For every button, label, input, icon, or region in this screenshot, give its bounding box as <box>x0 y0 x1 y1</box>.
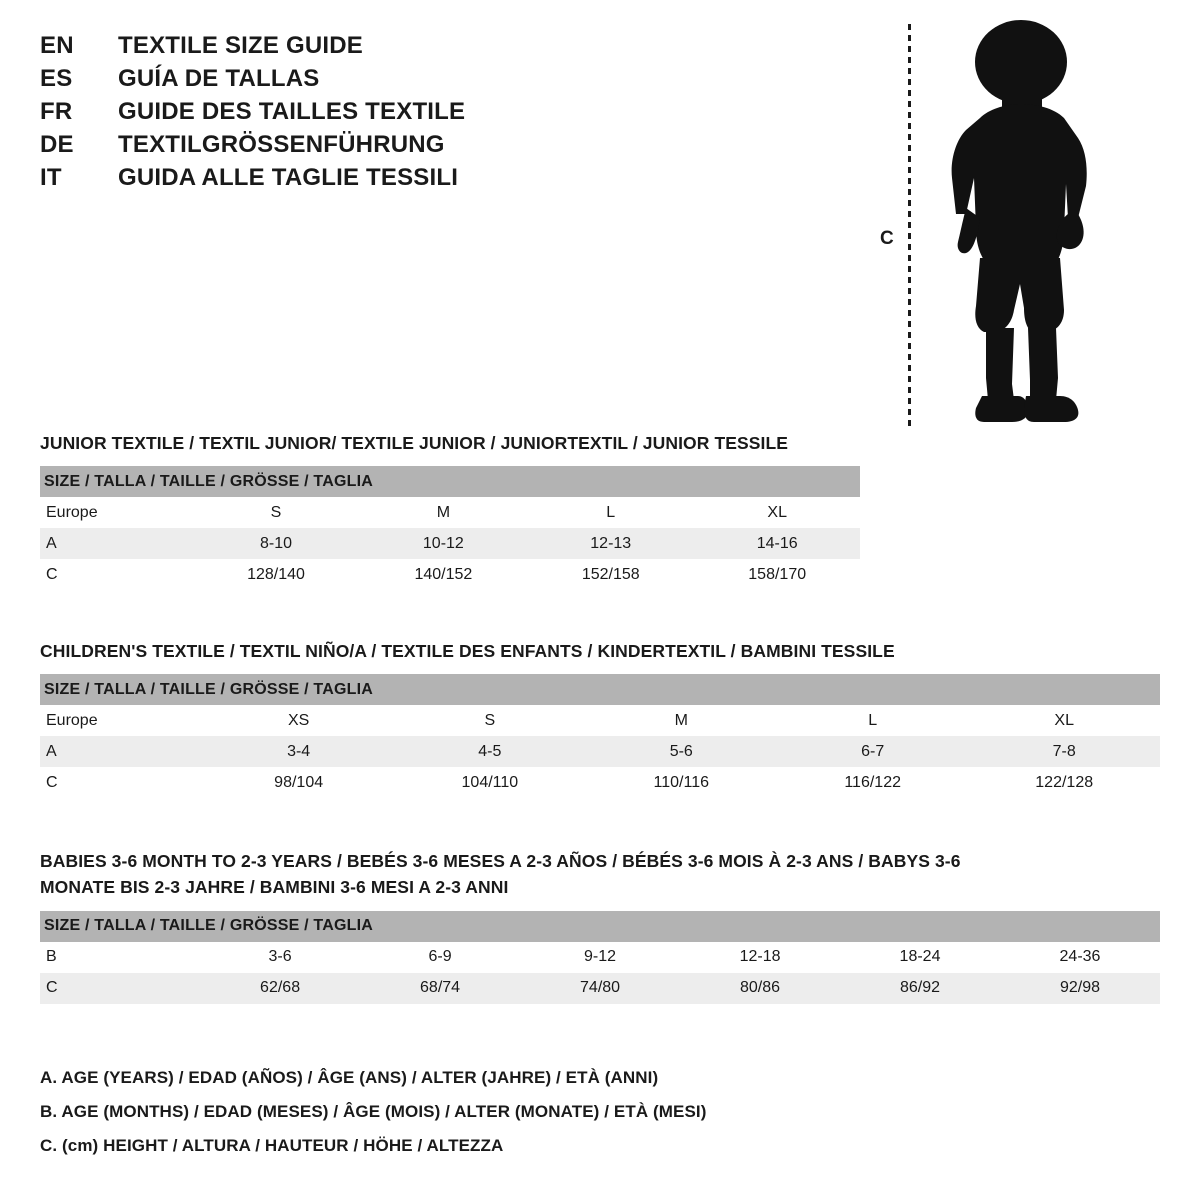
cell-a-3: 12-13 <box>527 528 694 559</box>
title-row-es <box>40 65 660 93</box>
section-childrens-textile <box>40 638 1160 798</box>
table-row <box>40 705 1160 736</box>
table-row <box>40 497 860 528</box>
section-junior-textile <box>40 430 1160 590</box>
cell-c-6: 92/98 <box>1000 973 1160 1004</box>
title-text-fr: GUIDE DES TAILLES TEXTILE <box>118 98 466 125</box>
title-text-de: TEXTILGRÖSSENFÜHRUNG <box>118 131 445 158</box>
table-row <box>40 736 1160 767</box>
cell-c-4: 80/86 <box>680 973 840 1004</box>
cell-b-1: 3-6 <box>200 942 360 973</box>
cell-c-4: 116/122 <box>777 767 968 798</box>
child-silhouette-icon <box>928 18 1138 430</box>
babies-size-table <box>40 911 1160 1004</box>
dotted-measure-line <box>908 24 911 429</box>
footnote-b: B. AGE (MONTHS) / EDAD (MESES) / ÂGE (MOIS) / ALTER (MONATE) / ETÀ (MESI) <box>40 1102 707 1121</box>
cell-b-3: 9-12 <box>520 942 680 973</box>
table-header-bar <box>40 911 1160 942</box>
title-text-en: TEXTILE SIZE GUIDE <box>118 32 363 59</box>
section-heading-babies: BABIES 3-6 MONTH TO 2-3 YEARS / BEBÉS 3-6 MESES A 2-3 AÑOS / BÉBÉS 3-6 MOIS À 2-3 ANS / BABYS 3-6 MONATE BIS 2-3 JAHRE / BAMBINI 3-6 MESI A 2-3 ANNI <box>40 851 961 898</box>
cell-c-3: 110/116 <box>586 767 777 798</box>
cell-c-4: 158/170 <box>694 559 860 590</box>
cell-c-5: 86/92 <box>840 973 1000 1004</box>
measure-label-c: C <box>880 228 894 249</box>
title-block <box>40 32 660 197</box>
row-label-c: C <box>40 767 203 798</box>
footnote-a: A. AGE (YEARS) / EDAD (AÑOS) / ÂGE (ANS) / ALTER (JAHRE) / ETÀ (ANNI) <box>40 1068 659 1087</box>
cell-c-2: 140/152 <box>360 559 527 590</box>
cell-a-1: 8-10 <box>192 528 359 559</box>
size-bar-label-babies: SIZE / TALLA / TAILLE / GRÖSSE / TAGLIA <box>40 911 1160 942</box>
cell-c-1: 98/104 <box>203 767 394 798</box>
table-header-bar <box>40 674 1160 705</box>
table-row <box>40 528 860 559</box>
cell-b-2: 6-9 <box>360 942 520 973</box>
children-size-table <box>40 674 1160 798</box>
cell-a-2: 4-5 <box>394 736 585 767</box>
row-label-c: C <box>40 559 192 590</box>
cell-c-3: 74/80 <box>520 973 680 1004</box>
table-row <box>40 942 1160 973</box>
language-code-fr: FR <box>40 98 73 125</box>
table-header-bar <box>40 466 860 497</box>
table-row <box>40 973 1160 1004</box>
row-label-b: B <box>40 942 200 973</box>
cell-europe-4: L <box>777 705 968 736</box>
row-label-europe: Europe <box>40 705 203 736</box>
row-label-europe: Europe <box>40 497 192 528</box>
cell-a-4: 6-7 <box>777 736 968 767</box>
title-row-en <box>40 32 660 60</box>
language-code-it: IT <box>40 164 62 191</box>
height-measurement-figure <box>880 10 1140 430</box>
row-label-c: C <box>40 973 200 1004</box>
cell-europe-4: XL <box>694 497 860 528</box>
cell-a-4: 14-16 <box>694 528 860 559</box>
title-text-it: GUIDA ALLE TAGLIE TESSILI <box>118 164 459 191</box>
section-babies-textile <box>40 848 1160 1004</box>
size-bar-label-children: SIZE / TALLA / TAILLE / GRÖSSE / TAGLIA <box>40 674 1160 705</box>
cell-b-4: 12-18 <box>680 942 840 973</box>
footnote-c: C. (cm) HEIGHT / ALTURA / HAUTEUR / HÖHE / ALTEZZA <box>40 1136 504 1155</box>
cell-b-5: 18-24 <box>840 942 1000 973</box>
footnotes-block <box>40 1068 1160 1170</box>
cell-c-2: 104/110 <box>394 767 585 798</box>
cell-europe-3: M <box>586 705 777 736</box>
cell-a-3: 5-6 <box>586 736 777 767</box>
section-heading-junior: JUNIOR TEXTILE / TEXTIL JUNIOR/ TEXTILE JUNIOR / JUNIORTEXTIL / JUNIOR TESSILE <box>40 433 789 453</box>
title-row-it <box>40 164 660 192</box>
language-code-en: EN <box>40 32 74 59</box>
table-row <box>40 767 1160 798</box>
cell-c-1: 128/140 <box>192 559 359 590</box>
size-bar-label-junior: SIZE / TALLA / TAILLE / GRÖSSE / TAGLIA <box>40 466 860 497</box>
cell-c-1: 62/68 <box>200 973 360 1004</box>
cell-europe-2: S <box>394 705 585 736</box>
table-row <box>40 559 860 590</box>
language-code-de: DE <box>40 131 74 158</box>
cell-a-5: 7-8 <box>968 736 1160 767</box>
row-label-a: A <box>40 528 192 559</box>
title-row-fr <box>40 98 660 126</box>
cell-europe-2: M <box>360 497 527 528</box>
cell-europe-5: XL <box>968 705 1160 736</box>
junior-size-table <box>40 466 860 590</box>
cell-europe-1: S <box>192 497 359 528</box>
cell-a-2: 10-12 <box>360 528 527 559</box>
cell-europe-1: XS <box>203 705 394 736</box>
cell-c-2: 68/74 <box>360 973 520 1004</box>
cell-c-3: 152/158 <box>527 559 694 590</box>
cell-c-5: 122/128 <box>968 767 1160 798</box>
title-row-de <box>40 131 660 159</box>
cell-b-6: 24-36 <box>1000 942 1160 973</box>
row-label-a: A <box>40 736 203 767</box>
cell-a-1: 3-4 <box>203 736 394 767</box>
cell-europe-3: L <box>527 497 694 528</box>
section-heading-children: CHILDREN'S TEXTILE / TEXTIL NIÑO/A / TEXTILE DES ENFANTS / KINDERTEXTIL / BAMBINI TESSILE <box>40 641 895 661</box>
language-code-es: ES <box>40 65 73 92</box>
title-text-es: GUÍA DE TALLAS <box>118 65 320 92</box>
